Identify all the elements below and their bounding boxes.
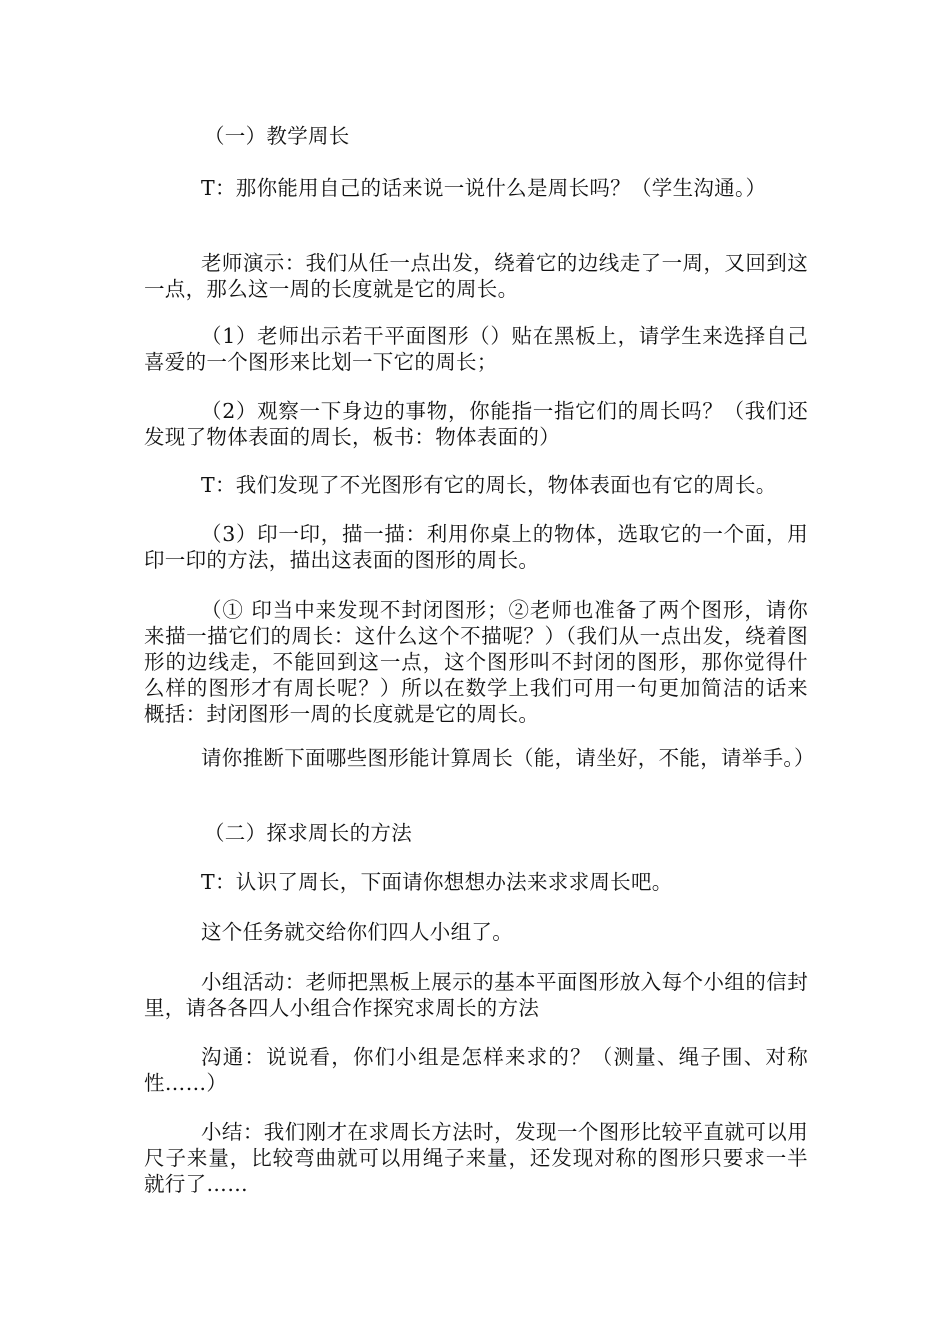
paragraph: T：那你能用自己的话来说一说什么是周长吗？（学生沟通。） xyxy=(201,176,767,200)
paragraph: （3）印一印，描一描：利用你桌上的物体，选取它的一个面，用印一印的方法，描出这表面的图形的周长。 xyxy=(144,522,808,572)
paragraph: T：我们发现了不光图形有它的周长，物体表面也有它的周长。 xyxy=(201,473,777,497)
paragraph: 小结：我们刚才在求周长方法时，发现一个图形比较平直就可以用尺子来量，比较弯曲就可以用绳子来量，还发现对称的图形只要求一半就行了…… xyxy=(144,1120,808,1196)
paragraph: （① 印当中来发现不封闭图形；②老师也准备了两个图形，请你来描一描它们的周长：这什么这个不描呢？）（我们从一点出发，绕着图形的边线走，不能回到这一点，这个图形叫不封闭的图形，那你觉得什么样的图形才有周长呢？）所以在数学上我们可用一句更加简洁的话来概括：封闭图形一周的长度就是它的周长。 xyxy=(144,598,808,726)
paragraph: T：认识了周长，下面请你想想办法来求求周长吧。 xyxy=(201,870,673,894)
paragraph: （1）老师出示若干平面图形（）贴在黑板上，请学生来选择自己喜爱的一个图形来比划一下它的周长； xyxy=(144,324,808,374)
section-heading-perimeter-methods: （二）探求周长的方法 xyxy=(204,821,412,845)
paragraph: 小组活动：老师把黑板上展示的基本平面图形放入每个小组的信封里，请各各四人小组合作探究求周长的方法 xyxy=(144,970,808,1020)
section-heading-teaching-perimeter: （一）教学周长 xyxy=(204,124,350,148)
paragraph: 请你推断下面哪些图形能计算周长（能，请坐好，不能，请举手。） xyxy=(201,746,815,770)
paragraph: 这个任务就交给你们四人小组了。 xyxy=(201,920,513,944)
paragraph: 老师演示：我们从任一点出发，绕着它的边线走了一周，又回到这一点，那么这一周的长度就是它的周长。 xyxy=(144,251,808,301)
paragraph: （2）观察一下身边的事物，你能指一指它们的周长吗？（我们还发现了物体表面的周长，板书：物体表面的） xyxy=(144,399,808,449)
paragraph: 沟通：说说看，你们小组是怎样来求的？（测量、绳子围、对称性……） xyxy=(144,1045,808,1095)
